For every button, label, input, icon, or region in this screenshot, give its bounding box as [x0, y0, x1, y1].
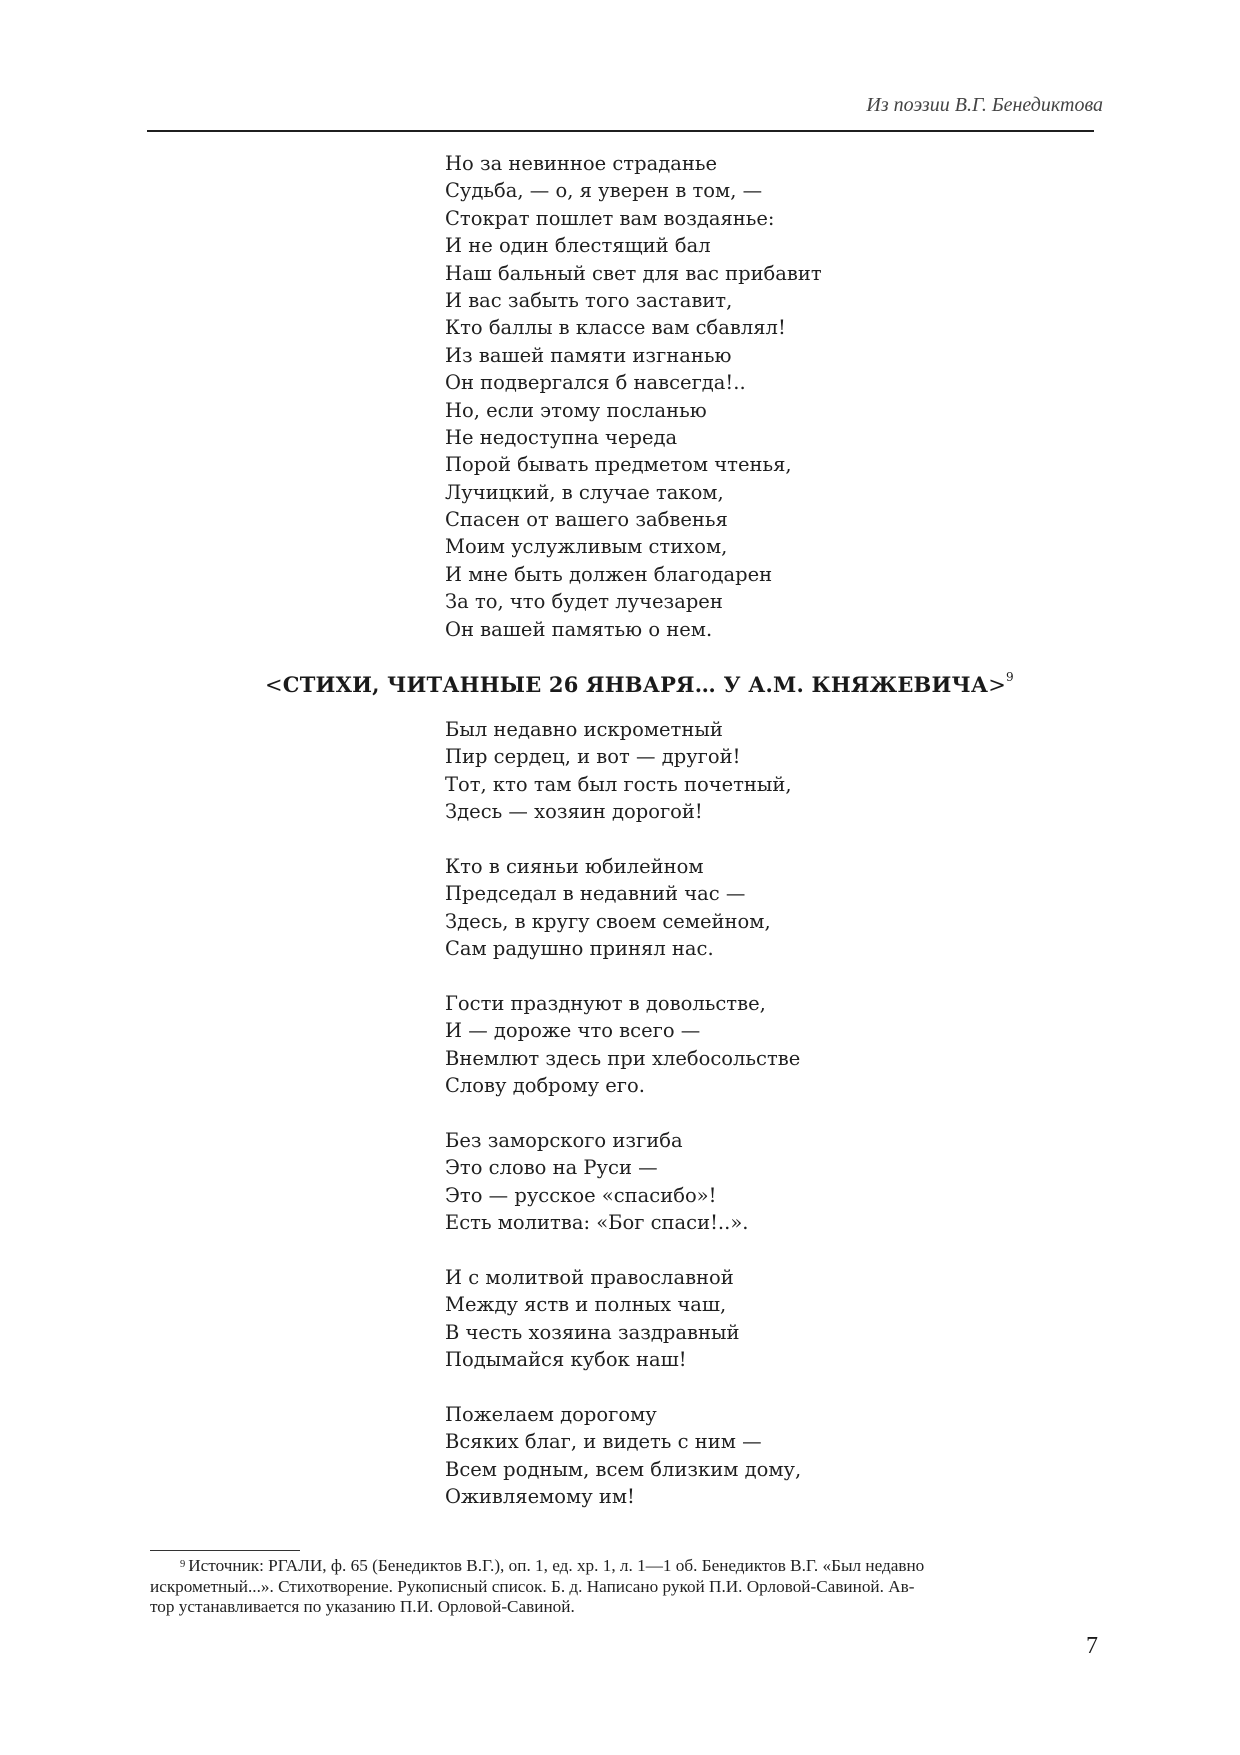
- poem-line: Всем родным, всем близким дому,: [445, 1457, 802, 1481]
- section-heading: [265, 672, 1014, 697]
- poem-line: Тот, кто там был гость почетный,: [445, 772, 792, 796]
- poem-line: Пир сердец, и вот — другой!: [445, 745, 741, 769]
- poem-line: Внемлют здесь при хлебосольстве: [445, 1046, 801, 1070]
- poem-line: Председал в недавний час —: [445, 882, 746, 906]
- stanza-break: [445, 1373, 801, 1400]
- poem-line: Пожелаем дорогому: [445, 1402, 657, 1426]
- poem-line: Здесь, в кругу своем семейном,: [445, 909, 771, 933]
- poem-line: Без заморского изгиба: [445, 1128, 683, 1152]
- poem-line: И вас забыть того заставит,: [445, 288, 733, 312]
- poem-line: Но за невинное страданье: [445, 152, 717, 175]
- poem-body: [445, 716, 801, 1510]
- footnote-line-text: Источник: РГАЛИ, ф. 65 (Бенедиктов В.Г.), оп. 1, ед. хр. 1, л. 1—1 об. Бенедиктов В.Г. «Был недавно: [188, 1556, 925, 1575]
- heading-open-bracket: <: [265, 673, 283, 697]
- poem-line: Но, если этому посланью: [445, 398, 707, 422]
- stanza-break: [445, 963, 801, 990]
- poem-line: Кто баллы в классе вам сбавлял!: [445, 316, 786, 340]
- poem-line: Из вашей памяти изгнанью: [445, 343, 732, 367]
- page-number: 7: [1086, 1633, 1098, 1659]
- poem-line: В честь хозяина заздравный: [445, 1320, 740, 1344]
- poem-line: И мне быть должен благодарен: [445, 562, 773, 586]
- poem-line: И — дороже что всего —: [445, 1019, 701, 1043]
- poem-continued: [445, 150, 822, 643]
- poem-line: Оживляемому им!: [445, 1484, 635, 1508]
- poem-line: За то, что будет лучезарен: [445, 590, 723, 614]
- footnote-line: искрометный...». Стихотворение. Рукописный список. Б. д. Написано рукой П.И. Орловой-Савиной. Ав-: [150, 1576, 915, 1596]
- stanza-break: [445, 1099, 801, 1126]
- poem-line: Есть молитва: «Бог спаси!..».: [445, 1211, 749, 1235]
- poem-line: Стократ пошлет вам воздаянье:: [445, 206, 775, 230]
- stanza-break: [445, 1236, 801, 1263]
- poem-line: Между яств и полных чаш,: [445, 1293, 727, 1317]
- poem-line: Он подвергался б навсегда!..: [445, 371, 746, 395]
- poem-line: И не один блестящий бал: [445, 234, 711, 258]
- footnote-number: 9: [180, 1559, 186, 1570]
- poem-line: Всяких благ, и видеть с ним —: [445, 1430, 762, 1454]
- footnote-line: [150, 1556, 1095, 1577]
- header-rule: [147, 130, 1094, 132]
- poem-line: Он вашей памятью о нем.: [445, 617, 713, 641]
- poem-line: И с молитвой православной: [445, 1265, 734, 1289]
- footnote-ref: 9: [1006, 670, 1014, 684]
- poem-line: Подымайся кубок наш!: [445, 1347, 687, 1371]
- poem-line: Порой бывать предметом чтенья,: [445, 453, 792, 477]
- heading-close-bracket: >: [988, 673, 1007, 697]
- poem-line: Не недоступна череда: [445, 425, 678, 449]
- poem-line: Это — русское «спасибо»!: [445, 1183, 717, 1207]
- poem-line: Сам радушно принял нас.: [445, 937, 714, 961]
- poem-line: Это слово на Руси —: [445, 1156, 658, 1180]
- poem-line: Спасен от вашего забвенья: [445, 508, 728, 532]
- footnote-line: тор устанавливается по указанию П.И. Орловой-Савиной.: [150, 1597, 575, 1616]
- stanza-break: [445, 826, 801, 853]
- poem-line: Судьба, — о, я уверен в том, —: [445, 179, 763, 203]
- poem-line: Слову доброму его.: [445, 1074, 645, 1098]
- poem-line: Наш бальный свет для вас прибавит: [445, 261, 822, 285]
- heading-title: СТИХИ, ЧИТАННЫЕ 26 ЯНВАРЯ… У А.М. КНЯЖЕВИЧА: [282, 672, 989, 697]
- running-head: Из поэзии В.Г. Бенедиктова: [866, 94, 1103, 116]
- poem-line: Моим услужливым стихом,: [445, 535, 728, 559]
- poem-line: Здесь — хозяин дорогой!: [445, 800, 703, 824]
- poem-line: Лучицкий, в случае таком,: [445, 480, 724, 504]
- footnote-rule: [150, 1550, 300, 1551]
- poem-line: Был недавно искрометный: [445, 718, 723, 741]
- poem-line: Гости празднуют в довольстве,: [445, 991, 766, 1015]
- footnote: [150, 1556, 1095, 1618]
- poem-line: Кто в сияньи юбилейном: [445, 854, 704, 878]
